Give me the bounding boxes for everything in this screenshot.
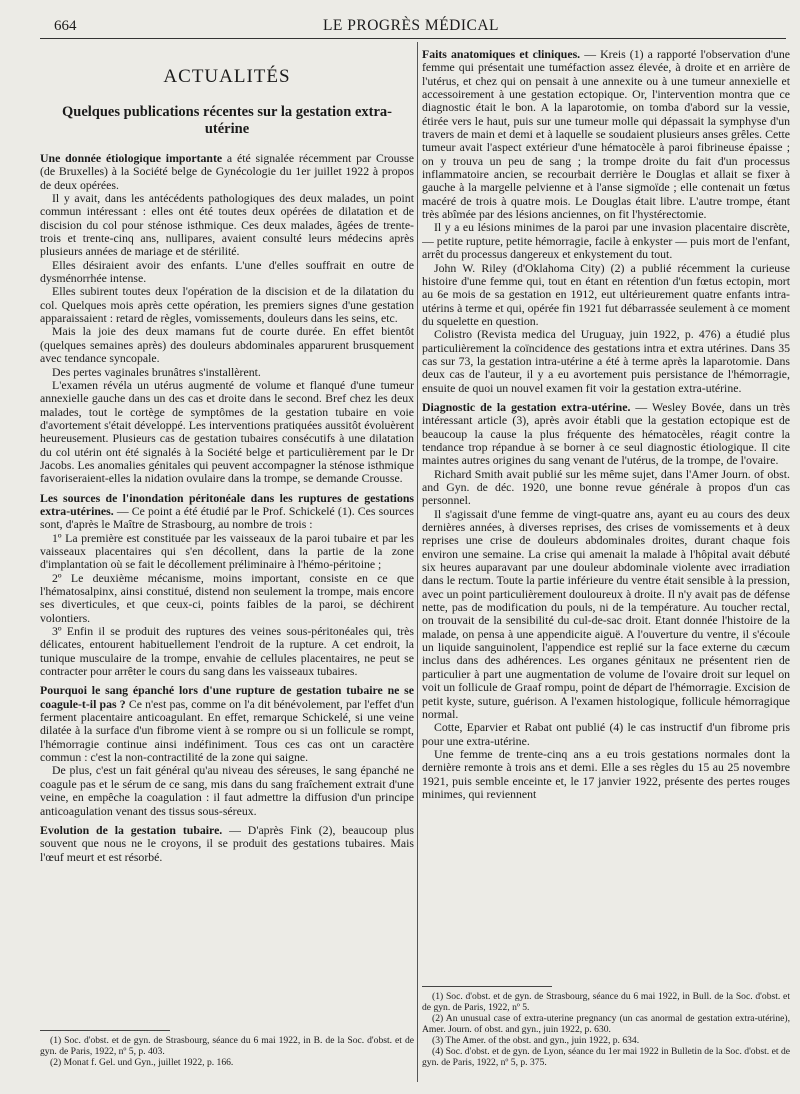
paragraph: Cotte, Eparvier et Rabat ont publié (4) le cas instructif d'un fibrome pris pour une extra-utérine. xyxy=(422,720,790,748)
paragraph: De plus, c'est un fait général qu'au niveau des séreuses, le sang épanché ne coagule pas et le sérum de ce sang, mis dans du sang fraîchement extrait d'une veine, en empêche la coagulation : il faut admettre la diffusion d'un principe anticoagulation venant des tissus sous-séreux. xyxy=(40,763,414,818)
footnotes xyxy=(40,1030,414,1068)
paragraph: Une femme de trente-cinq ans a eu trois gestations normales dont la dernière remonte à trois ans et demi. Elle a ses règles du 15 au 25 novembre 1921, puis semble enceinte et, le 17 janvier 1922, présente des pertes rouges minimes, qui reviennent xyxy=(422,746,790,801)
footnote: (2) Monat f. Gel. und Gyn., juillet 1922, p. 166. xyxy=(50,1057,234,1068)
paragraph-text: — Kreis (1) a rapporté l'observation d'une femme qui présentait une tuméfaction assez élevée, à droite et en arrière de l'utérus, et chez qui on pensait à une annexite ou à une tumeur annexielle et accessoirement à une gestation ectopique. Or, l'intervention montra que ce diagnostic était le bon. A la laparotomie, on tomba d'abord sur la vessie, étirée vers le haut, puis sur une tumeur molle qui dépassait la symphyse d'un travers de main et demi et à laquelle se soudaient plusieurs anses grêles. Cette tumeur avait l'aspect extérieur d'une hématocèle à paroi fibrineuse épaisse ; on y trouva un peu de sang ; la trompe droite du fait d'un processus inflammatoire ancien, se recourbait derrière le Douglas et allait se fixer à gauche à la margelle pelvienne et à l'anse sigmoïde ; elle contenait un fœtus macéré de trois à quatre mois. Le Douglas était libre. L'autre trompe, étant très abîmée par des lésions anciennes, on fit l'hystérectomie. xyxy=(422,48,790,222)
paragraph-heading: Les sources de l'inondation péritonéale dans les ruptures de gestations extra-utérines. xyxy=(40,490,414,518)
column-divider xyxy=(417,42,418,1082)
paragraph-text: — D'après Fink (2), beaucoup plus souvent que nous ne le croyons, il se produit des gestations tubaires. Mais l'œuf meurt et est résorbé. xyxy=(40,822,414,864)
footnote-rule xyxy=(40,1030,170,1031)
paragraph: Elles subirent toutes deux l'opération de la discision et de la dilatation du col. Quelques mois après cette opération, les premiers signes d'une gestation apparaissaient : retard de règles, vomissements, douleurs dans les seins, etc. xyxy=(40,284,414,326)
paragraph-heading: Une donnée étiologique importante xyxy=(40,151,223,165)
paragraph: Il s'agissait d'une femme de vingt-quatre ans, ayant eu au cours des deux dernières années, à diverses reprises, des crises de vomissements et à deux reprises une crise de douleurs abdominales droites, durant chaque fois environ une semaine. La crise qui amenait la malade à l'hôpital avait débuté six heures auparavant par une douleur abdominale violente avec irradiation dans le rectum. Toute la partie inférieure du ventre était sensible à la pression, avec un point particulièrement douloureux à droite. Il n'y avait pas de défense nette, pas de modification du pouls, ni de la température. Au toucher rectal, on trouvait de la sensibilité du cul-de-sac droit. Etant donnée l'histoire de la malade, on pensa à une appendicite aiguë. A l'ouverture du ventre, il s'écoule un liquide sanguinolent, l'appendice est replié sur la face externe du cæcum inclus dans des adhérences. Les organes génitaux ne présentent rien de particulier à part une augmentation de volume de l'ovaire droit sur lequel on voit un follicule de Graaf rompu, point de départ de l'hémorragie. Excision de petit kyste, suture, guérison. A l'examen histologique, follicule hémorragique normal. xyxy=(422,506,790,721)
left-column xyxy=(40,48,414,1088)
paragraph xyxy=(422,401,790,468)
page-number: 664 xyxy=(54,18,77,34)
section-rubric: ACTUALITÉS xyxy=(163,66,291,87)
footnote: (2) An unusual case of extra-uterine pregnancy (un cas anormal de gestation extra-utérine), Amer. Journ. of obst. and gyn., juin 1922, p. 630. xyxy=(422,1013,790,1035)
footnotes xyxy=(422,986,790,1068)
paragraph xyxy=(40,824,414,864)
paragraph xyxy=(40,492,414,532)
header-rule xyxy=(40,38,786,39)
footnote: (3) The Amer. of the obst. and gyn., juin 1922, p. 634. xyxy=(432,1035,640,1046)
footnote-rule xyxy=(422,986,552,987)
paragraph xyxy=(40,684,414,764)
paragraph-text: Ce n'est pas, comme on l'a dit bénévolement, par l'effet d'un ferment placentaire anticoagulant. En effet, remarque Schickelé, si une veine dilatée à la surface d'un fibrome vient à se rompre ou si un follicule se rompt, l'hémorragie continue ainsi indéfiniment. Tous ces cas ont un caractère commun : c'est la non-contractilité de la zone qui saigne. xyxy=(40,696,414,765)
right-column xyxy=(422,48,790,1088)
footnote: (4) Soc. d'obst. et de gyn. de Lyon, séance du 1er mai 1922 in Bulletin de la Soc. d'obst. et de gyn. de Paris, 1922, nº 5, p. 375. xyxy=(422,1046,790,1068)
paragraph-text: — Ce point a été étudié par le Prof. Schickelé (1). Ces sources sont, d'après le Maître de Strasbourg, au nombre de trois : xyxy=(40,503,414,532)
paragraph xyxy=(422,48,790,221)
footnote: (1) Soc. d'obst. et de gyn. de Strasbourg, séance du 6 mai 1922, in Bull. de la Soc. d'obst. et de gyn. de Paris, 1922, nº 5. xyxy=(422,991,790,1013)
article-title: Quelques publications récentes sur la gestation extra-utérine xyxy=(62,104,392,137)
paragraph-heading: Evolution de la gestation tubaire. xyxy=(40,822,223,837)
journal-title: LE PROGRÈS MÉDICAL xyxy=(322,17,500,34)
paragraph: Richard Smith avait publié sur les même sujet, dans l'Amer Journ. of obst. and Gyn. de déc. 1920, une bonne revue générale à propos d'un cas personnel. xyxy=(422,466,790,508)
paragraph: Elles désiraient avoir des enfants. L'une d'elles souffrait en outre de dysménorrhée intense. xyxy=(40,257,414,286)
page-header xyxy=(40,14,782,40)
paragraph: John W. Riley (d'Oklahoma City) (2) a publié récemment la curieuse histoire d'une femme qui, tout en étant en rétention d'un fœtus ectopin, mort au 6e mois de sa gestation en 1912, eut ultérieurement quatre enfants intra-utérins à terme et qui, opérée fin 1921 fut débarrassée seulement à ce moment du squelette en question. xyxy=(422,260,790,328)
paragraph: 1º La première est constituée par les vaisseaux de la paroi tubaire et par les vaisseaux placentaires qui s'en décollent, dans la partie de la zone d'implantation où se fait le décollement préliminaire à l'hémo-péritoine ; xyxy=(40,530,414,572)
paragraph: 2º Le deuxième mécanisme, moins important, consiste en ce que l'hématosalpinx, ainsi constitué, distend non seulement la trompe, mais encore ses diverticules, et que ceux-ci, points faibles de la paroi, se déchirent volontiers. xyxy=(40,570,414,625)
paragraph: Il y avait, dans les antécédents pathologiques des deux malades, un point commun intéressant : elles ont été toutes deux opérées de dilatation et de discision du col pour sténose isthmique. Ces deux malades, âgées de trente-trois et trente-cinq ans, nullipares, avaient consulté leurs médecins après plusieurs années de mariage et de stérilité. xyxy=(40,191,414,259)
paragraph-text: — Wesley Bovée, dans un très intéressant article (3), après avoir établi que la gestation ectopique est de beaucoup la cause la plus fréquente des hématocèles, réagit contre la tendance trop répandue à se borner à ce seul diagnostic étiologique. Il cite maintes autres origines du sang venant de l'utérus, de la trompe, de l'ovaire. xyxy=(422,399,790,468)
paragraph: L'examen révéla un utérus augmenté de volume et flanqué d'une tumeur annexielle gauche dans un des cas et droite dans le second. Bref chez les deux malades, tout le cortège de symptômes de la gestation tubaire en voie d'avortement s'était développé. Les interventions pratiquées aussitôt évoluèrent heureusement. Plusieurs cas de gestation tubaires consécutifs à une dilatation du col utérin ont été signalés à la Société belge et particulièrement par le Dr Jacobs. Les anomalies génitales qui peuvent accompagner la sténose isthmique favoriseraient-elles la nidation ovulaire dans la trompe, se demande Crousse. xyxy=(40,377,414,486)
paragraph-text: a été signalée récemment par Crousse (de Bruxelles) à la Société belge de Gynécologie du 1er juillet 1922 à propos de deux opérées. xyxy=(40,151,414,192)
paragraph: Mais la joie des deux mamans fut de courte durée. En effet bientôt (quelques semaines après) des douleurs abdominales apparurent brusquement avec tendance syncopale. xyxy=(40,324,414,366)
paragraph-heading: Diagnostic de la gestation extra-utérine. xyxy=(422,399,631,414)
paragraph: Colistro (Revista medica del Uruguay, juin 1922, p. 476) a étudié plus particulièrement la coïncidence des gestations intra et extra utérines. Dans 35 cas sur 73, la gestation intra-utérine a été à terme après la laparotomie. Dans deux cas de l'auteur, il y a eu avortement puis persistance de l'hémorragie, ensuite de quoi un nouvel examen fit voir la gestation extra-utérine. xyxy=(422,327,790,395)
paragraph: Des pertes vaginales brunâtres s'installèrent. xyxy=(52,364,261,379)
paragraph xyxy=(40,152,414,192)
paragraph-heading: Pourquoi le sang épanché lors d'une rupture de gestation tubaire ne se coagule-t-il pas ? xyxy=(40,683,414,711)
paragraph-heading: Faits anatomiques et cliniques. xyxy=(422,48,581,61)
paragraph: Il y a eu lésions minimes de la paroi par une invasion placentaire discrète, — petite rupture, petite hémorragie, facile à enkyster — puis mort de l'enfant, arrêt du processus dangereux et enkystement du tout. xyxy=(422,220,790,262)
footnote: (1) Soc. d'obst. et de gyn. de Strasbourg, séance du 6 mai 1922, in B. de la Soc. d'obst. et de gyn. de Paris, 1922, nº 5, p. 403. xyxy=(40,1035,414,1057)
paragraph: 3º Enfin il se produit des ruptures des veines sous-péritonéales qui, très délicates, entourent habituellement l'endroit de la rupture. A cet endroit, la tunique musculaire de la trompe, envahie de cellules placentaires, ne peut se contracter pour arrêter le cours du sang dans les vaisseaux tubaires. xyxy=(40,624,414,679)
